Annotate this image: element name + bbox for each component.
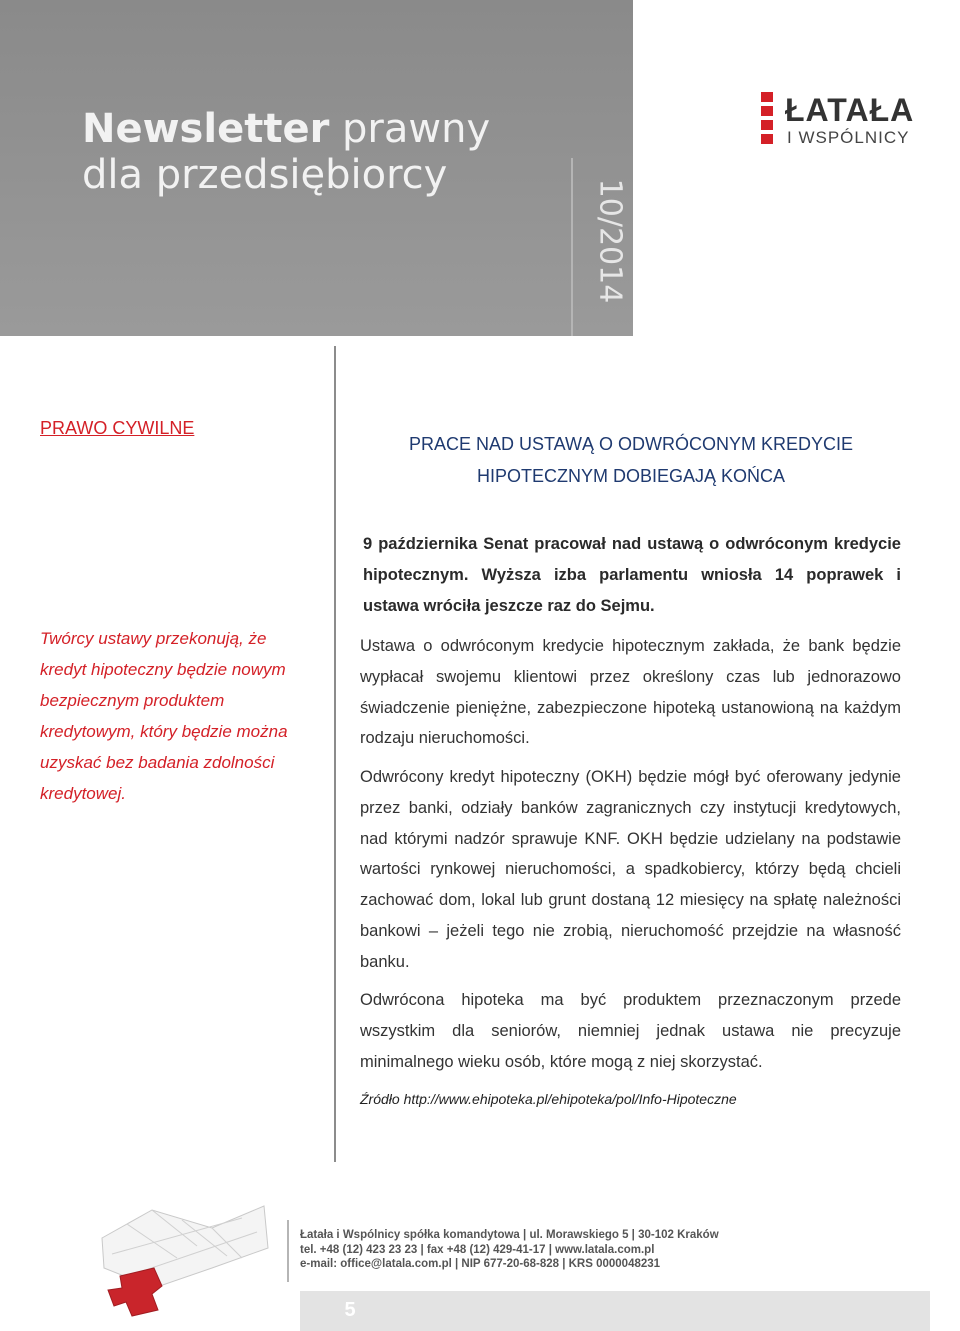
company-contact <box>300 1228 719 1272</box>
issue-number <box>590 178 630 304</box>
page-number: 5 <box>344 1299 356 1321</box>
puzzle-image <box>92 1198 272 1318</box>
source-link[interactable]: Źródło http://www.ehipoteka.pl/ehipoteka/pol/Info-Hipoteczne <box>360 1091 737 1107</box>
newsletter-title <box>82 106 490 198</box>
paragraph-2: Odwrócony kredyt hipoteczny (OKH) będzie mógł być oferowany jedynie przez banki, odziały banków zagranicznych czy instytucji kredytowych, nad którymi nadzór sprawuje KNF. OKH będzie udzielany na podstawie wartości rynkowej nieruchomości, a spadkobiercy, którzy będą chcieli zachować dom, lokal lub grunt dostaną 12 miesięcy na spłatę należności bankowi – jeżeli tego nie zrobią, nieruchomość przejdzie na własność banku. <box>360 768 901 971</box>
category-link[interactable]: PRAWO CYWILNE <box>40 418 195 438</box>
article-lead: 9 października Senat pracował nad ustawą o odwróconym kredycie hipotecznym. Wyższa izba parlamentu wniosła 14 poprawek i ustawa wróciła jeszcze raz do Sejmu. <box>363 535 901 615</box>
title-rest: prawny <box>329 106 491 152</box>
pull-quote: Twórcy ustawy przekonują, że kredyt hipoteczny będzie nowym bezpiecznym produktem kredytowym, który będzie można uzyskać bez badania zdolności kredytowej. <box>40 629 288 803</box>
title-line2: dla przedsiębiorcy <box>82 152 448 198</box>
issue-label: 10/2014 <box>592 178 628 304</box>
column-divider <box>334 346 336 1162</box>
footer-bar <box>300 1291 930 1331</box>
company-logo <box>757 92 937 152</box>
paragraph-3: Odwrócona hipoteka ma być produktem przeznaczonym przede wszystkim dla seniorów, niemniej jednak ustawa nie precyzuje minimalnego wieku osób, które mogą z niej skorzystać. <box>360 991 901 1071</box>
newsletter-banner <box>0 0 633 336</box>
paragraph-1: Ustawa o odwróconym kredycie hipotecznym zakłada, że bank będzie wypłacał swojemu klientowi przez określony czas lub jednorazowo świadczenie pieniężne, zabezpieczone hipoteką ustanowioną na każdym rodzaju nieruchomości. <box>360 637 901 748</box>
logo-mark-icon <box>757 92 777 148</box>
logo-subtitle: I WSPÓLNICY <box>787 128 910 147</box>
footer-line1: Łatała i Wspólnicy spółka komandytowa | ul. Morawskiego 5 | 30-102 Kraków <box>300 1229 719 1241</box>
headline-line2: HIPOTECZNYM DOBIEGAJĄ KOŃCA <box>476 466 786 486</box>
footer-line2: tel. +48 (12) 423 23 23 | fax +48 (12) 429-41-17 | www.latala.com.pl <box>300 1243 655 1256</box>
footer-line3: e-mail: office@latala.com.pl | NIP 677-20-68-828 | KRS 0000048231 <box>300 1258 661 1270</box>
title-bold: Newsletter <box>82 106 330 152</box>
banner-divider <box>571 158 573 336</box>
logo-name: ŁATAŁA <box>785 92 915 128</box>
headline-line1: PRACE NAD USTAWĄ O ODWRÓCONYM KREDYCIE <box>408 434 854 454</box>
article-headline <box>370 428 892 492</box>
footer-divider <box>287 1220 289 1282</box>
